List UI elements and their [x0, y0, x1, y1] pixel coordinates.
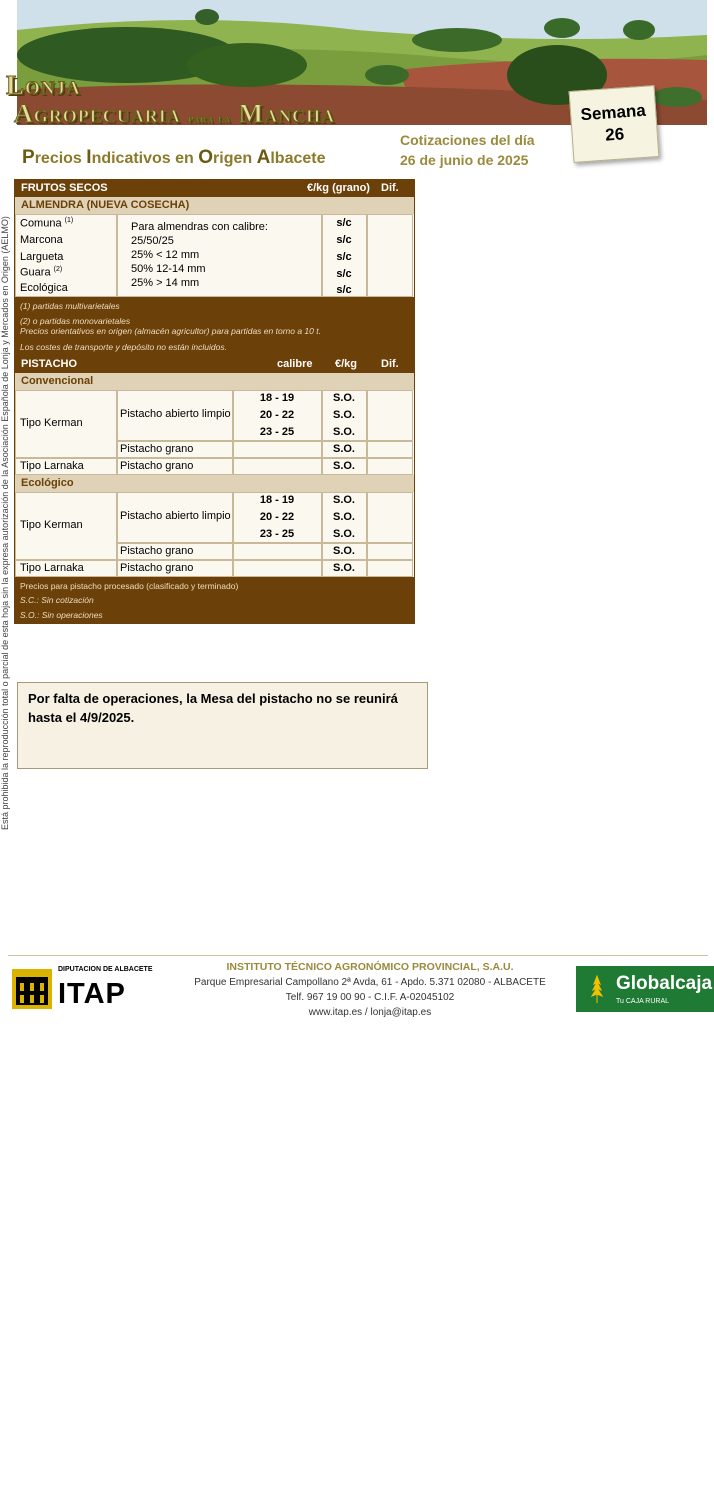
itap-logo: DIPUTACION DE ALBACETE ITAP — [12, 966, 160, 1012]
building-icon — [12, 969, 52, 1009]
notice-box: Por falta de operaciones, la Mesa del pistacho no se reunirá hasta el 4/9/2025. — [17, 682, 428, 769]
price-value: S.O. — [332, 562, 355, 574]
price-value: s/c — [336, 234, 352, 246]
price-value: S.O. — [332, 392, 355, 404]
footer-web-link[interactable]: www.itap.es / lonja@itap.es — [308, 1007, 432, 1018]
almendra-grid — [15, 214, 414, 297]
variety-comuna: Comuna $^{(1)}$ — [20, 217, 74, 230]
convencional-section: Convencional — [15, 373, 414, 390]
tipo-larnaka: Tipo Larnaka — [20, 460, 84, 472]
calibre-value: 18 - 19 — [259, 494, 295, 506]
variety-marcona: Marcona — [20, 234, 63, 246]
pistacho-header: PISTACHO calibre €/kg Dif. — [15, 356, 414, 373]
price-value: S.O. — [332, 545, 355, 557]
prices-table — [14, 179, 415, 624]
price-value: s/c — [336, 268, 352, 280]
calibre-line: 25% > 14 mm — [131, 277, 200, 289]
cotizaciones-date: Cotizaciones del día 26 de junio de 2025 — [400, 132, 535, 168]
footer-info: INSTITUTO TÉCNICO AGRONÓMICO PROVINCIAL, S.A.U. Parque Empresarial Campollano 2ª Avda, 61 - Apdo. 5.371 02080 - ALBACETE Telf. 967 19 00 90 - C.I.F. A-02045102 www.itap.es / lonja@itap.es — [160, 960, 580, 1020]
price-value: S.O. — [332, 443, 355, 455]
calibre-value: 23 - 25 — [259, 528, 295, 540]
ecologico-grid — [15, 492, 414, 577]
tipo-kerman: Tipo Kerman — [20, 417, 83, 429]
convencional-grid — [15, 390, 414, 475]
pistacho-grano: Pistacho grano — [120, 545, 194, 557]
calibre-value: 18 - 19 — [259, 392, 295, 404]
price-value: S.O. — [332, 494, 355, 506]
tipo-larnaka: Tipo Larnaka — [20, 562, 84, 574]
almendra-notes: (1) partidas multivarietales (2) o partidas monovarietales Precios orientativos en origen (almacén agricultor) para partidas en torno a 10 t. Los costes de transporte y depósito no están incluidos. — [15, 297, 414, 356]
wheat-icon — [582, 974, 612, 1004]
logo-agropecuaria: Agropecuaria para la Mancha — [14, 99, 336, 128]
pistacho-grano: Pistacho grano — [120, 460, 194, 472]
variety-largueta: Largueta — [20, 251, 64, 263]
globalcaja-logo: Globalcaja Tu CAJA RURAL — [576, 966, 714, 1012]
calibre-line: 25/50/25 — [131, 235, 174, 247]
ecologico-section: Ecológico — [15, 475, 414, 492]
price-value: S.O. — [332, 409, 355, 421]
copyright-side-note: Está prohibida la reproducción total o parcial de esta hoja sin la expresa autorización de la Asociación Española de Lonja y Mercados en Origen (AELMO) — [0, 216, 10, 830]
calibre-value: 20 - 22 — [259, 511, 295, 523]
footer-divider — [8, 955, 708, 956]
pistacho-notes: Precios para pistacho procesado (clasificado y terminado) S.C.: Sin cotización S.O.: Sin operaciones — [15, 577, 414, 623]
pistacho-grano: Pistacho grano — [120, 443, 194, 455]
pistacho-abierto: Pistacho abierto limpio — [120, 510, 231, 522]
price-value: s/c — [336, 251, 352, 263]
price-value: S.O. — [332, 460, 355, 472]
almendra-section: ALMENDRA (NUEVA COSECHA) — [15, 197, 414, 214]
price-value: S.O. — [332, 426, 355, 438]
variety-ecologica: Ecológica — [20, 282, 68, 294]
price-value: S.O. — [332, 528, 355, 540]
pistacho-grano: Pistacho grano — [120, 562, 194, 574]
tipo-kerman: Tipo Kerman — [20, 519, 83, 531]
price-value: s/c — [336, 217, 352, 229]
price-value: S.O. — [332, 511, 355, 523]
pistacho-abierto: Pistacho abierto limpio — [120, 408, 231, 420]
precios-title: Precios Indicativos en Origen Albacete — [22, 147, 326, 168]
price-value: s/c — [336, 284, 352, 296]
calibre-value: 23 - 25 — [259, 426, 295, 438]
variety-guara: Guara $^{(2)}$ — [20, 266, 63, 279]
calibre-value: 20 - 22 — [259, 409, 295, 421]
frutos-header: FRUTOS SECOS €/kg (grano) Dif. — [15, 180, 414, 197]
calibre-line: 25% < 12 mm — [131, 249, 200, 261]
semana-note: Semana 26 — [569, 85, 660, 163]
logo-lonja: Lonja — [6, 70, 81, 100]
calibre-line: 50% 12-14 mm — [131, 263, 206, 275]
calibre-line: Para almendras con calibre: — [131, 221, 268, 233]
